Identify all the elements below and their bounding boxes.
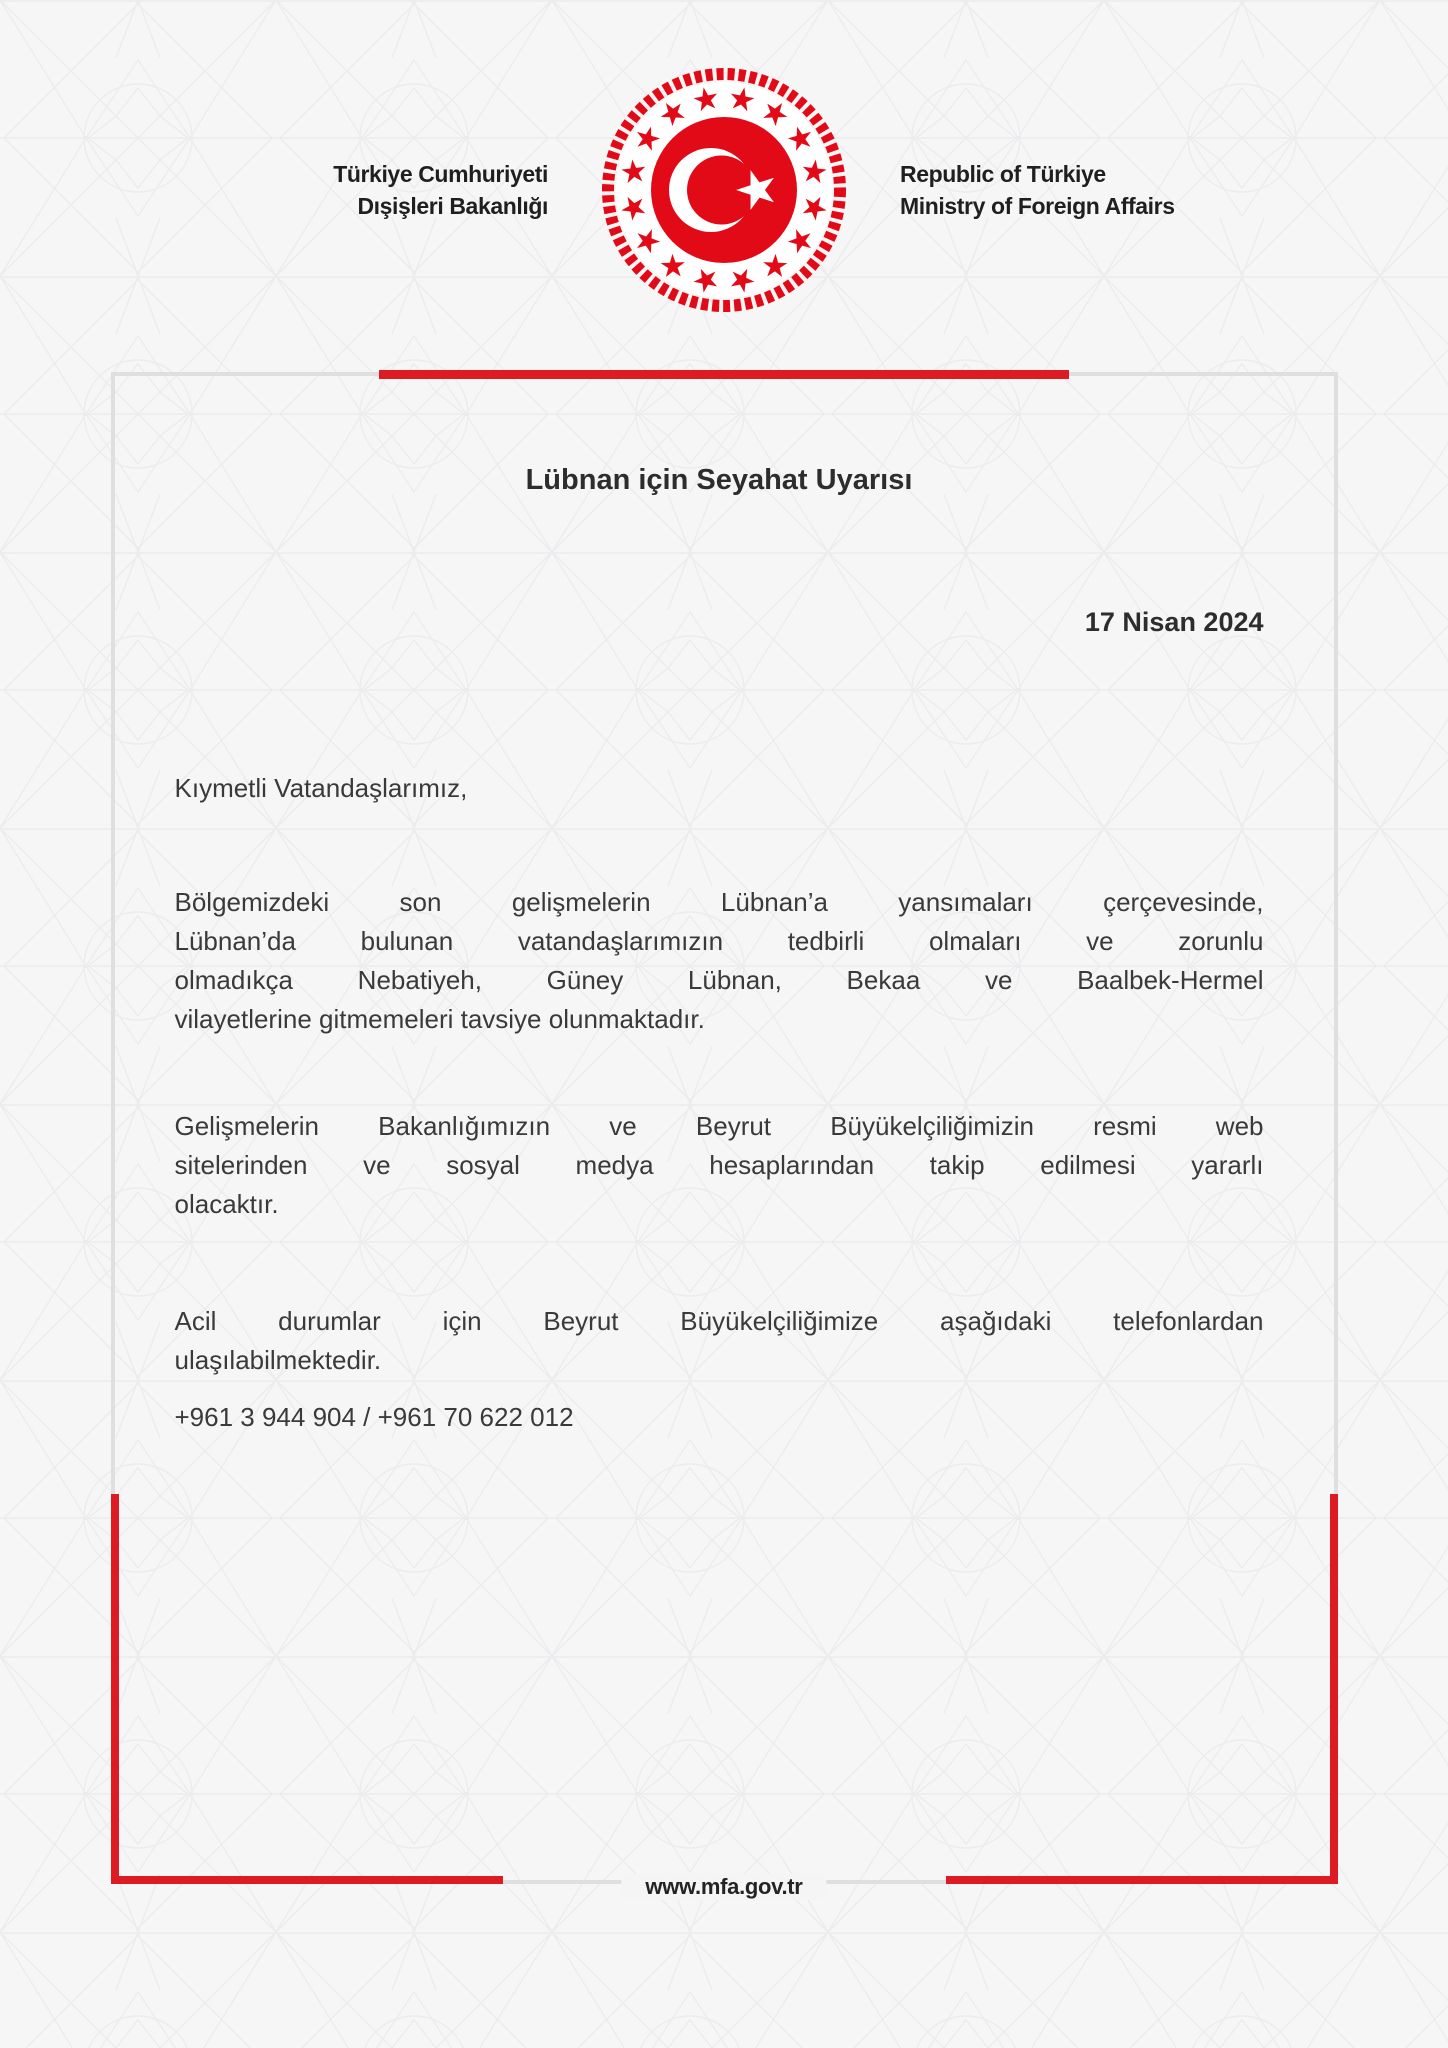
mfa-seal-icon bbox=[598, 64, 850, 316]
paragraph-advisory bbox=[175, 883, 1264, 1039]
bottom-red-border-right-segment bbox=[946, 1876, 1338, 1884]
ministry-name-english-line2: Ministry of Foreign Affairs bbox=[900, 193, 1175, 219]
document-date: 17 Nisan 2024 bbox=[1084, 607, 1264, 637]
paragraph-line: Gelişmelerin Bakanlığımızın ve Beyrut Büyükelçiliğimizin resmi web bbox=[174, 1111, 1264, 1141]
paragraph-line: sitelerinden ve sosyal medya hesaplarından takip edilmesi yararlı bbox=[174, 1150, 1264, 1180]
document-frame bbox=[111, 372, 1338, 1899]
paragraph-line: Acil durumlar için Beyrut Büyükelçiliğimize aşağıdaki telefonlardan bbox=[174, 1306, 1264, 1336]
paragraph-follow-updates bbox=[175, 1107, 1264, 1224]
paragraph-line: olmadıkça Nebatiyeh, Güney Lübnan, Bekaa ve Baalbek-Hermel bbox=[174, 965, 1264, 995]
document-title: Lübnan için Seyahat Uyarısı bbox=[525, 464, 913, 496]
paragraph-emergency-contact bbox=[175, 1302, 1264, 1380]
paragraph-line: vilayetlerine gitmemeleri tavsiye olunmaktadır. bbox=[174, 1004, 705, 1034]
ministry-name-english-line1: Republic of Türkiye bbox=[900, 161, 1106, 187]
paragraph-line: olacaktır. bbox=[174, 1189, 279, 1219]
salutation: Kıymetli Vatandaşlarımız, bbox=[174, 773, 468, 803]
paragraph-line: Bölgemizdeki son gelişmelerin Lübnan’a yansımaları çerçevesinde, bbox=[174, 887, 1264, 917]
bottom-red-border-left-segment bbox=[111, 1876, 503, 1884]
paragraph-line: Lübnan’da bulunan vatandaşlarımızın tedbirli olmaları ve zorunlu bbox=[174, 926, 1264, 956]
paragraph-line: ulaşılabilmektedir. bbox=[174, 1345, 382, 1375]
phone-numbers: +961 3 944 904 / +961 70 622 012 bbox=[174, 1402, 574, 1432]
ministry-name-turkish bbox=[238, 158, 548, 222]
bottom-left-red-border bbox=[111, 1494, 119, 1884]
letterhead bbox=[0, 0, 1448, 316]
footer-website: www.mfa.gov.tr bbox=[621, 1874, 826, 1900]
ministry-name-turkish-line1: Türkiye Cumhuriyeti bbox=[333, 161, 548, 187]
ministry-name-english bbox=[900, 158, 1210, 222]
top-red-accent-bar bbox=[379, 370, 1069, 379]
bottom-right-red-border bbox=[1330, 1494, 1338, 1884]
ministry-name-turkish-line2: Dışişleri Bakanlığı bbox=[357, 193, 548, 219]
